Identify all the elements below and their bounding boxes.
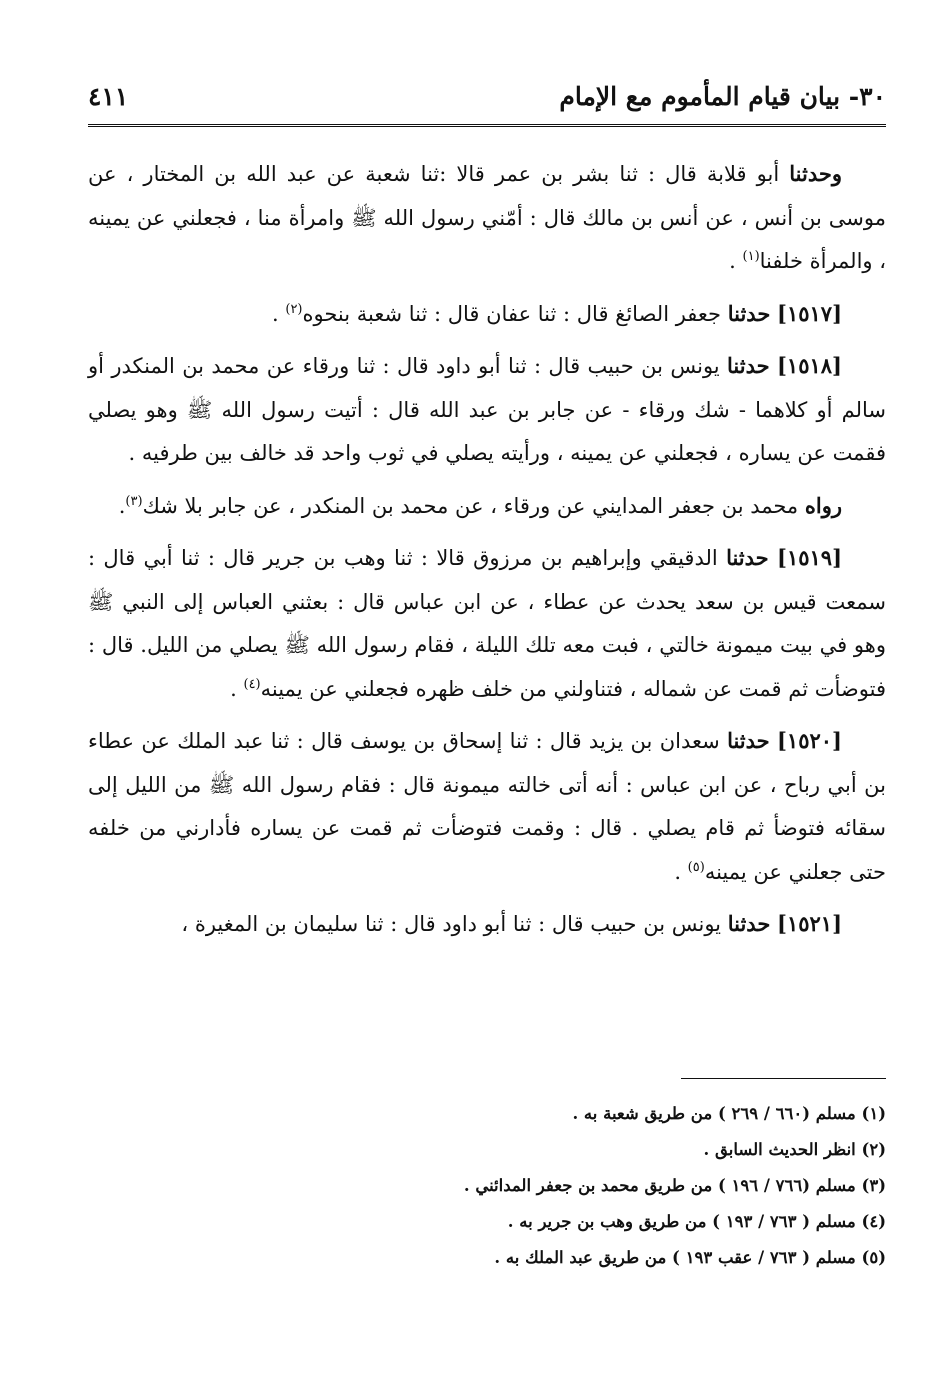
footnote-3: (٣) مسلم (٧٦٦ / ١٩٦ ) من طريق محمد بن جعفر المدائني .: [463, 1176, 886, 1195]
paragraph-tail: .: [674, 859, 688, 884]
footnote-5: (٥) مسلم ( ٧٦٣ / عقب ١٩٣ ) من طريق عبد الملك به .: [494, 1248, 886, 1267]
header-rule: [88, 124, 886, 127]
chapter-title: ٣٠- بيان قيام المأموم مع الإمام: [559, 82, 886, 111]
footnote-ref: (٣): [125, 493, 143, 509]
hadith-number: [١٥١٩]: [777, 545, 842, 570]
hadith-1518: [88, 344, 886, 476]
paragraph-tail: .: [118, 493, 126, 518]
narration-lead: رواه: [804, 492, 842, 518]
paragraph-text: سعدان بن يزيد قال : ثنا إسحاق بن يوسف قال : ثنا عبد الملك عن عطاء بن أبي رباح ، عن ابن عباس : أنه أتى خالته ميمونة قال : فقام رسول الله ﷺ من الليل إلى سقائه فتوضأ ثم قام يصلي . قال : وقمت فتوضأت ثم قمت عن يساره فأدارني من خلفه حتى جعلني عن يمينه: [88, 729, 886, 884]
footnotes: [286, 1096, 886, 1276]
paragraph-text: الدقيقي وإبراهيم بن مرزوق قالا : ثنا وهب بن جرير قال : ثنا أبي قال : سمعت قيس بن سعد يحدث عن عطاء ، عن ابن عباس قال : بعثني العباس إلى النبي ﷺ وهو في بيت ميمونة خالتي ، فبت معه تلك الليلة ، فقام رسول الله ﷺ يصلي من الليل. قال : فتوضأت ثم قمت عن شماله ، فتناولني من خلف ظهره فجعلني عن يمينه: [88, 546, 886, 701]
paragraph-text: يونس بن حبيب قال : ثنا أبو داود قال : ثنا سليمان بن المغيرة ،: [181, 912, 722, 936]
footnote-rule: [681, 1078, 886, 1079]
paragraph-tail: .: [729, 249, 743, 273]
narration-lead: حدثنا: [726, 545, 769, 570]
narration-lead: حدثنا: [727, 300, 771, 326]
narration-lead: حدثنا: [727, 911, 771, 936]
hadith-1517: [88, 292, 886, 337]
paragraph-tail: .: [230, 676, 244, 701]
page-number: ٤١١: [88, 82, 129, 111]
paragraph-text: يونس بن حبيب قال : ثنا أبو داود قال : ثنا ورقاء عن محمد بن المنكدر أو سالم أو كلاهما - شك ورقاء - عن جابر بن عبد الله قال : أتيت رسول الله ﷺ وهو يصلي فقمت عن يساره ، فجعلني عن يمينه ، ورأيته يصلي في ثوب واحد قد خالف بين طرفيه .: [88, 354, 886, 465]
paragraph-tail: .: [272, 301, 286, 326]
footnote-4: (٤) مسلم ( ٧٦٣ / ١٩٣ ) من طريق وهب بن جرير به .: [507, 1212, 886, 1231]
hadith-number: [١٥١٧]: [777, 300, 842, 326]
hadith-1521: [88, 902, 886, 947]
narration-lead: وحدثنا: [789, 161, 842, 186]
paragraph-text: جعفر الصائغ قال : ثنا عفان قال : ثنا شعبة بنحوه: [302, 301, 722, 326]
hadith-number: [١٥٢١]: [777, 911, 842, 936]
footnote-ref: (١): [742, 249, 760, 264]
running-header: [88, 80, 886, 114]
narration-lead: حدثنا: [727, 728, 770, 753]
paragraph-1: [88, 152, 886, 284]
hadith-1519: [88, 536, 886, 711]
footnote-ref: (٢): [285, 301, 303, 317]
main-text: [88, 152, 886, 955]
paragraph-text: محمد بن جعفر المدايني عن ورقاء ، عن محمد بن المنكدر ، عن جابر بلا شك: [142, 493, 799, 518]
footnote-2: (٢) انظر الحديث السابق .: [703, 1140, 886, 1159]
hadith-number: [١٥١٨]: [776, 353, 842, 378]
footnote-1: (١) مسلم (٦٦٠ / ٢٦٩ ) من طريق شعبة به .: [572, 1104, 886, 1123]
footnote-ref: (٤): [243, 676, 261, 692]
footnote-ref: (٥): [687, 859, 705, 875]
hadith-number: [١٥٢٠]: [776, 728, 842, 753]
paragraph-text: أبو قلابة قال : ثنا بشر بن عمر قالا :ثنا شعبة عن عبد الله بن المختار ، عن موسى بن أنس ، عن أنس بن مالك قال : أمّني رسول الله ﷺ وامرأة منا ، فجعلني عن يمينه ، والمرأة خلفنا: [88, 162, 886, 273]
paragraph-riwayah: [88, 484, 886, 529]
narration-lead: حدثنا: [727, 353, 770, 378]
hadith-1520: [88, 719, 886, 894]
